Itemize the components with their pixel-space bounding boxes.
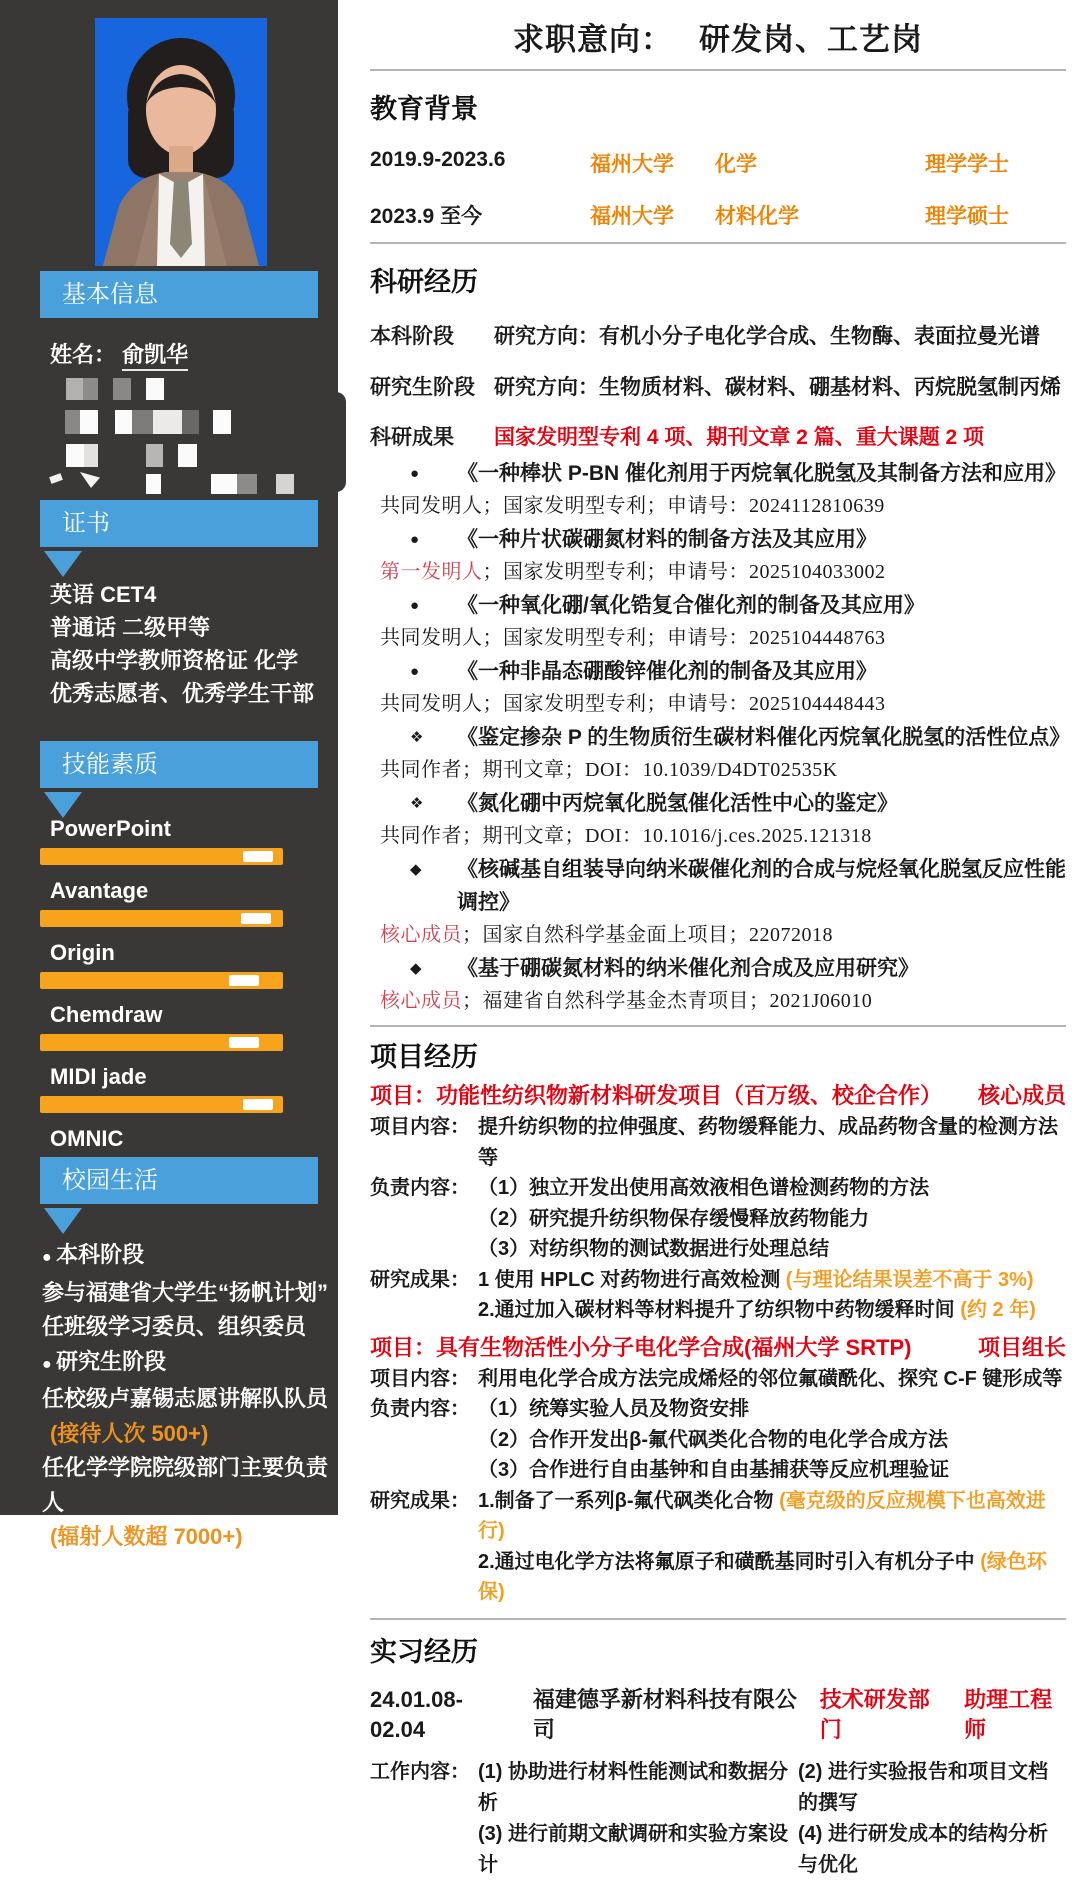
project-content-row (370, 1112, 1066, 1173)
section-title-internship: 实习经历 (370, 1636, 478, 1667)
research-item (370, 655, 1066, 720)
project-duty-label: 负责内容： (370, 1398, 470, 1420)
skill-bar-handle (229, 975, 259, 986)
research-item (370, 787, 1066, 852)
name-value: 俞凯华 (122, 342, 188, 371)
project-duty-label: 负责内容： (370, 1177, 470, 1199)
research-item-title: ❖ 《鉴定掺杂 P 的生物质衍生碳材料催化丙烷氧化脱氢的活性位点》 (370, 721, 1066, 754)
project-duty-list: （1）独立开发出使用高效液相色谱检测药物的方法 （2）研究提升纺织物保存缓慢释放药物能力 （3）对纺织物的测试数据进行处理总结 (478, 1177, 930, 1260)
section-header-campus-life (40, 1157, 318, 1204)
project-result-list: 1 使用 HPLC 对药物进行高效检测 (与理论结果误差不高于 3%) 2.通过加入碳材料等材料提升了纺织物中药物缓释时间 (约 2 年) (478, 1268, 1036, 1321)
edu-school: 福州大学 (590, 205, 674, 228)
research-item-detail: 共同发明人；国家发明型专利；申请号：2024112810639 (380, 495, 885, 517)
profile-photo (95, 18, 267, 266)
project-content-label: 项目内容： (370, 1116, 470, 1138)
project-content-text: 利用电化学合成方法完成烯烃的邻位氟磺酰化、探究 C-F 键形成等 (478, 1367, 1063, 1390)
project-result-row (370, 1265, 1066, 1326)
skill-bar-handle (243, 851, 273, 862)
research-item-list (370, 457, 1071, 1017)
certificate-item: 优秀志愿者、优秀学生干部 (50, 681, 315, 706)
internship-period: 24.01.08-02.04 (370, 1686, 463, 1742)
work-item: (2) 进行实验报告和项目文档的撰写 (798, 1760, 1048, 1814)
campus-item: (接待人次 500+) (50, 1420, 209, 1446)
portrait-illustration (95, 18, 267, 266)
project-result-label: 研究成果： (370, 1268, 470, 1291)
skill-label: Chemdraw (50, 1002, 163, 1027)
bullet-icon: ❖ (410, 795, 424, 812)
research-item (370, 457, 1066, 522)
project-duty-list: （1）统筹实验人员及物资安排 （2）合作开发出β-氟代砜类化合物的电化学合成方法 （3）合作进行自由基钟和自由基捕获等反应机理验证 (478, 1398, 950, 1481)
stage-text: 研究方向：生物质材料、碳材料、硼基材料、丙烷脱氢制丙烯 (494, 376, 1061, 399)
research-item (370, 952, 1066, 1017)
campus-header-label: 校园生活 (62, 1167, 158, 1194)
divider (370, 1025, 1066, 1027)
resume-main (338, 0, 1080, 1881)
campus-item: ● 研究生阶段 (42, 1345, 332, 1383)
research-item-detail: 共同作者；期刊文章；DOI：10.1016/j.ces.2025.121318 (380, 825, 872, 847)
achievements-label: 科研成果 (370, 426, 454, 449)
education-row (370, 200, 1066, 230)
project-role: 核心成员 (977, 1083, 1066, 1108)
research-item-detail: 核心成员；国家自然科学基金面上项目；22072018 (380, 924, 833, 946)
skill-bar (40, 1034, 283, 1051)
section-title-research: 科研经历 (370, 267, 478, 297)
bullet-icon: ● (410, 531, 420, 548)
research-item-detail: 第一发明人；国家发明型专利；申请号：2025104033002 (380, 561, 886, 583)
research-item (370, 721, 1071, 786)
skill-bar-handle (229, 1037, 259, 1048)
project-title: 项目：功能性纺织物新材料研发项目（百万级、校企合作） (370, 1083, 943, 1108)
bullet-icon: ● (410, 465, 420, 482)
work-item: (1) 协助进行材料性能测试和数据分析 (478, 1760, 788, 1814)
certificate-item: 高级中学教师资格证 化学 (50, 648, 299, 673)
triangle-pointer-icon (44, 1208, 82, 1234)
edu-degree: 理学硕士 (925, 205, 1009, 228)
project-result-list: 1.制备了一系列β-氟代砜类化合物 (毫克级的反应规模下也高效进行) 2.通过电化学方法将氟原子和磺酰基同时引入有机分子中 (绿色环保) (478, 1489, 1047, 1603)
sidebar (0, 0, 338, 1549)
certificate-item: 英语 CET4 (50, 582, 157, 607)
campus-item: 任化学学院院级部门主要负责人 (42, 1455, 329, 1515)
triangle-pointer-icon (44, 792, 82, 818)
research-item-title: ● 《一种棒状 P-BN 催化剂用于丙烷氧化脱氢及其制备方法和应用》 (370, 457, 1066, 490)
project-content-label: 项目内容： (370, 1367, 470, 1390)
research-item-detail: 核心成员；福建省自然科学基金杰青项目；2021J06010 (380, 990, 873, 1012)
skill-label: Origin (50, 940, 115, 965)
divider (370, 242, 1066, 244)
skill-label: Avantage (50, 878, 149, 903)
skill-bar (40, 1096, 283, 1113)
research-item (370, 853, 1066, 951)
project-title-line (370, 1332, 1066, 1364)
skill-label: PowerPoint (50, 816, 172, 841)
campus-item: 任班级学习委员、组织委员 (42, 1314, 307, 1339)
job-objective (370, 14, 1066, 59)
project-content-text: 提升纺织物的拉伸强度、药物缓释能力、成品药物含量的检测方法等 (478, 1116, 1058, 1169)
research-item (370, 589, 1066, 654)
edu-degree: 理学学士 (925, 153, 1009, 176)
project-title: 项目：具有生物活性小分子电化学合成(福州大学 SRTP) (370, 1334, 912, 1360)
education-row (370, 148, 1066, 178)
skill-item (40, 878, 283, 927)
project-result-label: 研究成果： (370, 1489, 470, 1512)
research-item-title: ◆ 《核碱基自组装导向纳米碳催化剂的合成与烷烃氧化脱氢反应性能调控》 (370, 853, 1066, 919)
achievements-summary: 国家发明型专利 4 项、期刊文章 2 篇、重大课题 2 项 (494, 426, 985, 449)
project-content-row (370, 1364, 1066, 1395)
stage-label: 本科阶段 (370, 325, 454, 348)
section-title-education: 教育背景 (370, 94, 478, 124)
section-header-basic-info (40, 271, 318, 318)
edu-period: 2023.9 至今 (370, 205, 483, 228)
research-stage (370, 371, 1066, 401)
skill-list (40, 816, 283, 1188)
research-item-title: ● 《一种片状碳硼氮材料的制备方法及其应用》 (370, 523, 1066, 556)
bullet-icon: ● (410, 597, 420, 614)
edu-major: 材料化学 (715, 205, 799, 228)
name-label: 姓名： (50, 342, 117, 367)
bullet-icon: ◆ (410, 960, 422, 977)
research-item (370, 523, 1066, 588)
skill-bar (40, 910, 283, 927)
section-header-certificates (40, 500, 318, 547)
job-objective-value: 研发岗、工艺岗 (699, 22, 923, 57)
skill-bar (40, 972, 283, 989)
job-objective-label: 求职意向： (513, 22, 673, 57)
campus-item: 任校级卢嘉锡志愿讲解队队员 (42, 1386, 329, 1411)
research-item-title: ◆ 《基于硼碳氮材料的纳米催化剂合成及应用研究》 (370, 952, 1066, 985)
certificates-header-label: 证书 (62, 510, 110, 537)
skill-bar-handle (241, 913, 271, 924)
bullet-icon: ◆ (410, 861, 422, 878)
research-achievements-line (370, 421, 1066, 451)
stage-label: 研究生阶段 (370, 376, 475, 399)
skills-header-label: 技能素质 (62, 751, 158, 778)
certificate-list (50, 578, 314, 710)
name-line (50, 338, 188, 369)
internship-company: 福建德孚新材料科技有限公司 (532, 1686, 797, 1742)
campus-item: ● 本科阶段 (42, 1238, 332, 1276)
project-result-row (370, 1486, 1066, 1608)
skill-item (40, 816, 283, 865)
internship-work (370, 1757, 1066, 1881)
basic-info-header-label: 基本信息 (62, 281, 158, 308)
research-item-title: ● 《一种氧化硼/氧化锆复合催化剂的制备及其应用》 (370, 589, 1066, 622)
skill-bar (40, 848, 283, 865)
project-list (370, 1080, 1066, 1608)
skill-item (40, 940, 283, 989)
edu-period: 2019.9-2023.6 (370, 148, 506, 171)
skill-label: OMNIC (50, 1126, 124, 1151)
education-rows (370, 148, 1066, 230)
work-item-grid (478, 1757, 1066, 1881)
research-item-title: ❖ 《氮化硼中丙烷氧化脱氢催化活性中心的鉴定》 (370, 787, 1066, 820)
section-title-projects: 项目经历 (370, 1042, 478, 1072)
work-label: 工作内容： (370, 1760, 470, 1783)
work-item: (4) 进行研发成本的结构分析与优化 (798, 1822, 1048, 1876)
skill-bar-handle (243, 1099, 273, 1110)
research-stages (370, 320, 1066, 401)
certificate-item: 普通话 二级甲等 (50, 615, 211, 640)
research-item-detail: 共同发明人；国家发明型专利；申请号：2025104448443 (380, 693, 886, 715)
research-stage (370, 320, 1066, 350)
bullet-icon: ● (410, 663, 420, 680)
project-title-line (370, 1080, 1066, 1112)
campus-item: (辐射人数超 7000+) (50, 1524, 243, 1549)
project-duty-row (370, 1394, 1066, 1486)
work-item: (3) 进行前期文献调研和实验方案设计 (478, 1822, 788, 1876)
project-duty-row (370, 1173, 1066, 1265)
skill-item (40, 1002, 283, 1051)
campus-item: 参与福建省大学生“扬帆计划” (42, 1279, 329, 1305)
internship-headline (370, 1685, 1066, 1745)
project-role: 项目组长 (977, 1334, 1066, 1360)
section-header-skills (40, 741, 318, 788)
campus-life-list (42, 1238, 332, 1555)
research-item-title: ● 《一种非晶态硼酸锌催化剂的制备及其应用》 (370, 655, 1066, 688)
divider (370, 1618, 1066, 1620)
internship-position: 助理工程师 (964, 1686, 1053, 1742)
project (370, 1332, 1066, 1608)
project (370, 1080, 1066, 1326)
bullet-icon: ❖ (410, 729, 424, 746)
triangle-pointer-icon (44, 551, 82, 577)
redacted-contact-info (0, 372, 338, 500)
research-item-detail: 共同发明人；国家发明型专利；申请号：2025104448763 (380, 627, 886, 649)
internship-department: 技术研发部门 (819, 1686, 930, 1742)
stage-text: 研究方向：有机小分子电化学合成、生物酶、表面拉曼光谱 (494, 325, 1040, 348)
skill-item (40, 1064, 283, 1113)
divider (370, 69, 1066, 71)
research-item-detail: 共同作者；期刊文章；DOI：10.1039/D4DT02535K (380, 759, 838, 781)
edu-major: 化学 (715, 153, 757, 176)
edu-school: 福州大学 (590, 153, 674, 176)
skill-label: MIDI jade (50, 1064, 147, 1089)
